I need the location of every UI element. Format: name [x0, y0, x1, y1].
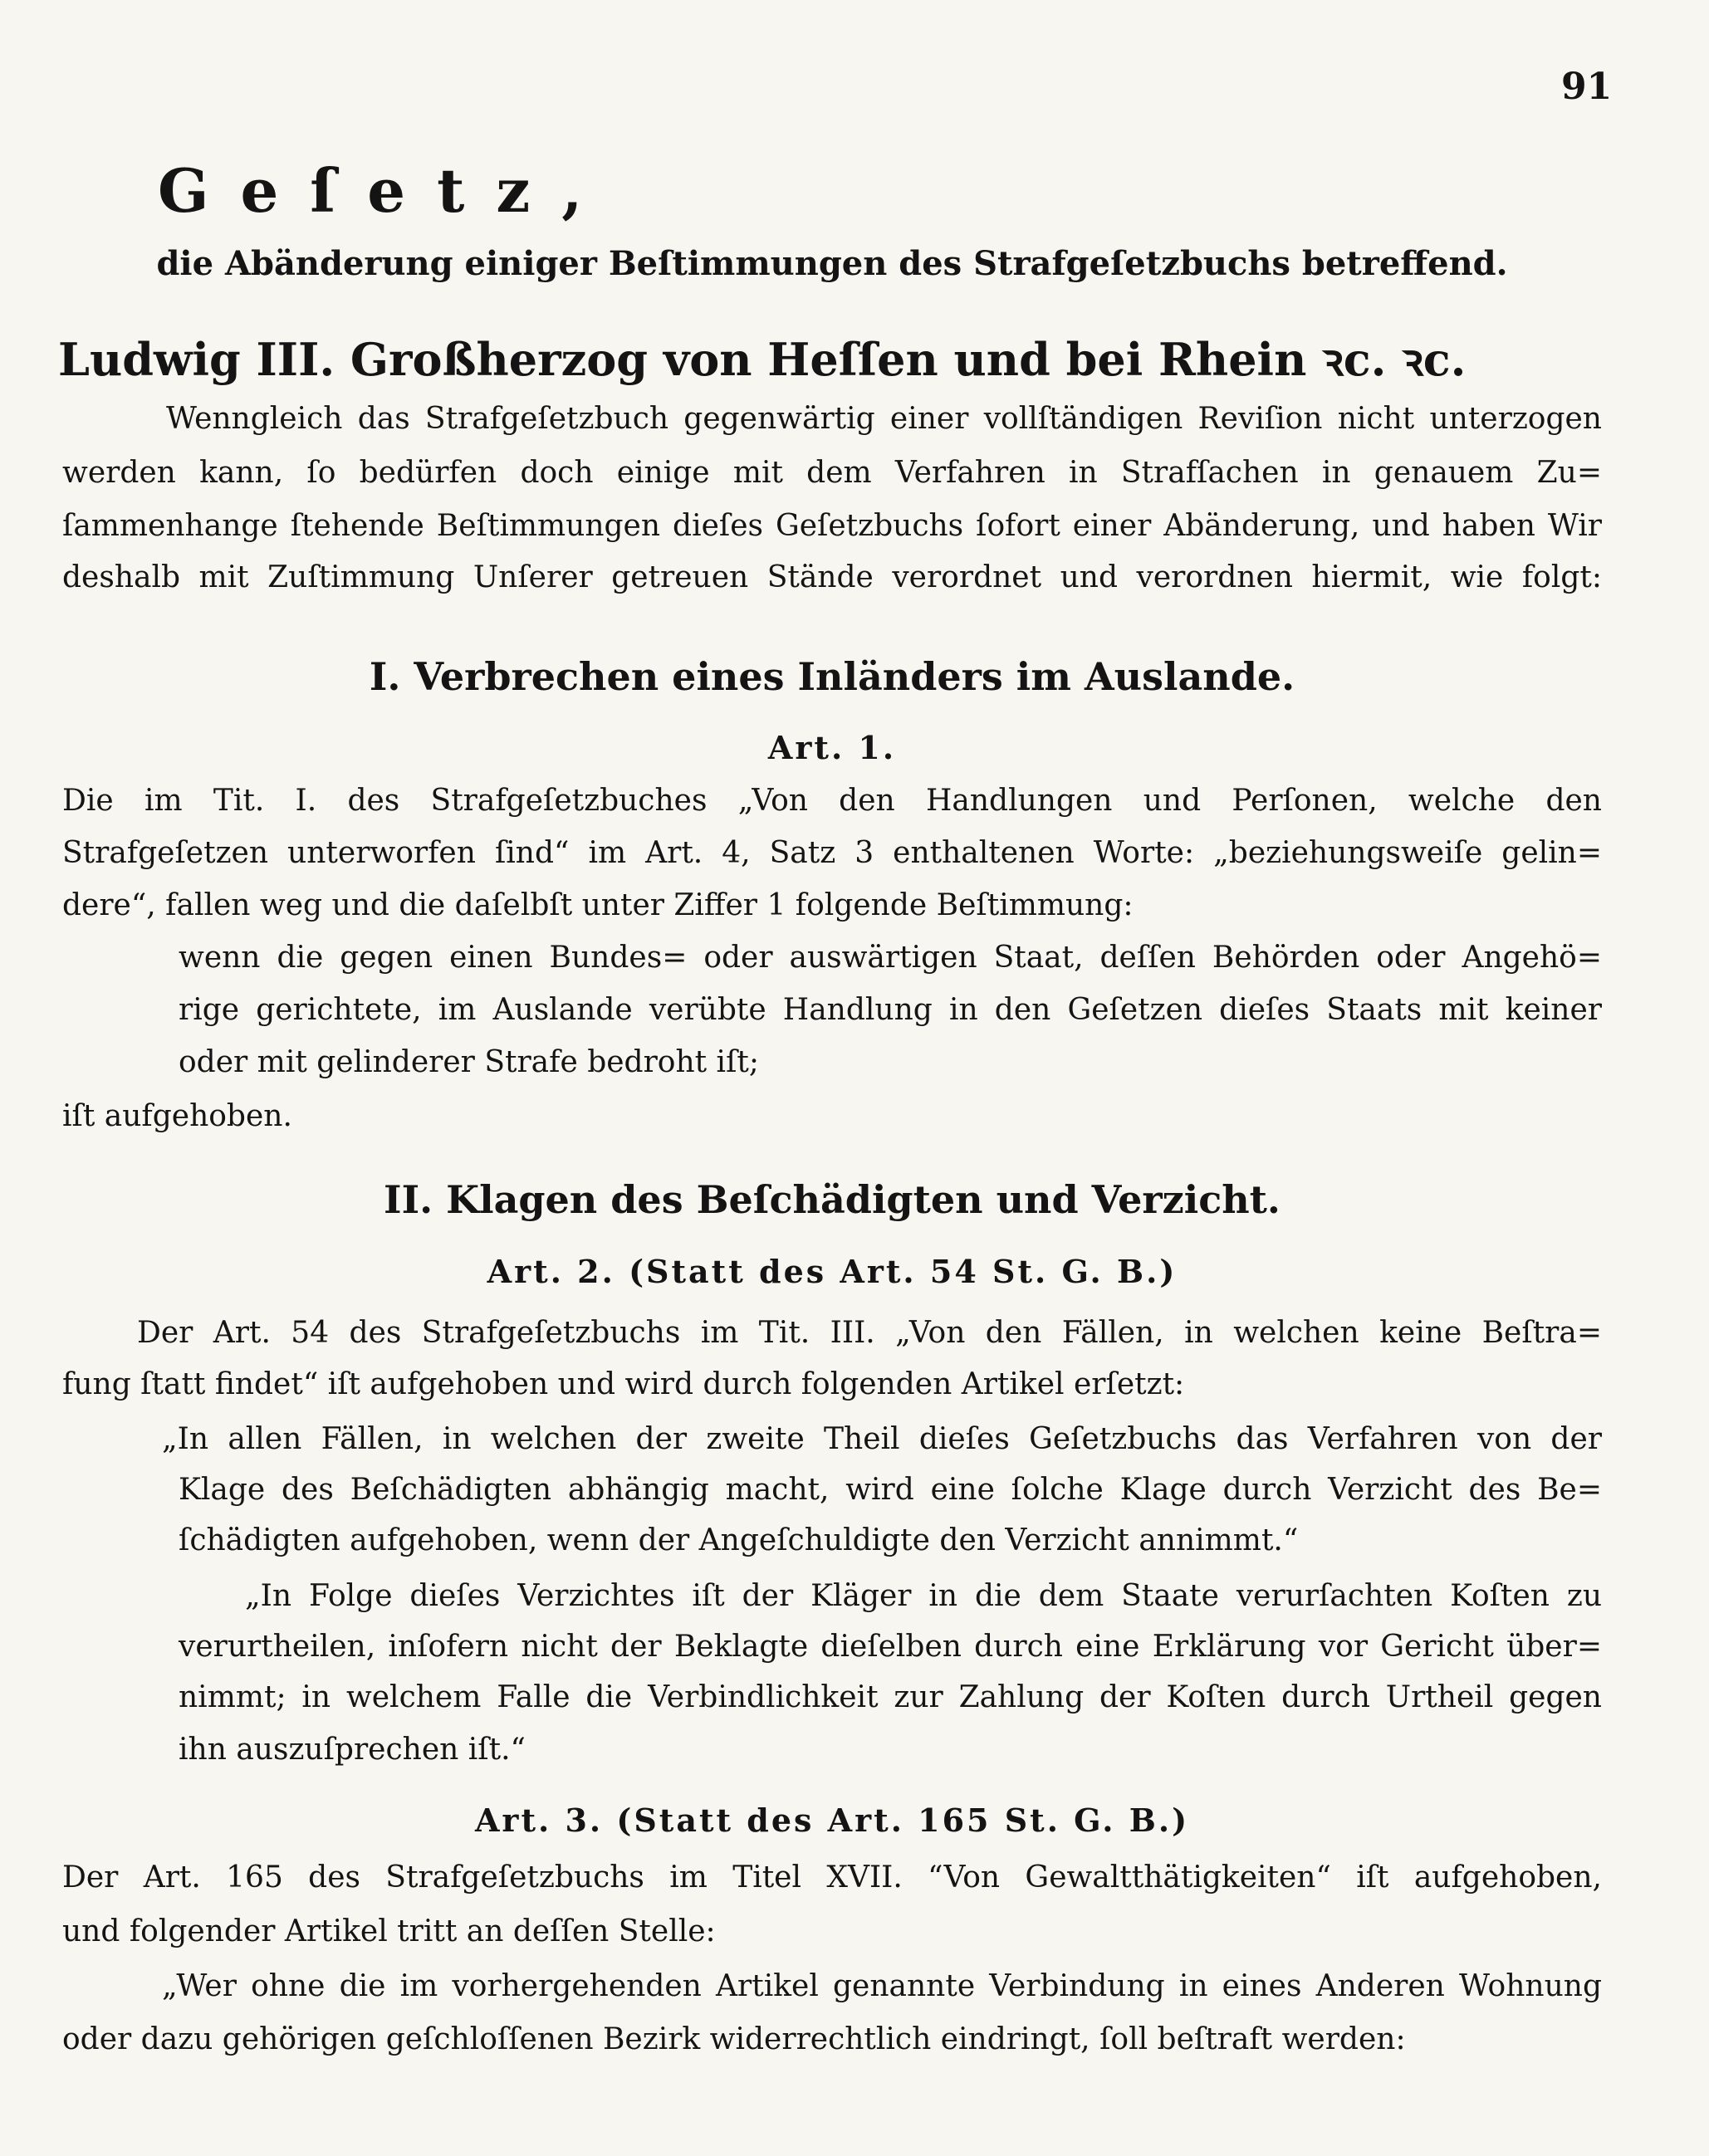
quoted-line: oder mit gelinderer Strafe bedroht iſt; — [179, 1045, 759, 1079]
quoted-line: „Wer ohne die im vorhergehenden Artikel genannte Verbindung in eines Anderen Wohnung — [162, 1969, 1602, 2003]
quoted-line: rige gerichtete, im Auslande verübte Handlung in den Geſetzen dieſes Staats mit keiner — [179, 993, 1602, 1027]
sovereign-line: Ludwig III. Großherzog von Heſſen und bei Rhein ꝛc. ꝛc. — [58, 333, 1467, 386]
preamble-line: Wenngleich das Strafgeſetzbuch gegenwärtig einer vollſtändigen Reviſion nicht unterzogen — [166, 402, 1602, 436]
section-heading: I. Verbrechen eines Inländers im Auslande. — [369, 654, 1295, 699]
quoted-line: verurtheilen, inſofern nicht der Beklagte dieſelben durch eine Erklärung vor Gericht über= — [179, 1630, 1602, 1664]
preamble-line: ſammenhange ſtehende Beſtimmungen dieſes Geſetzbuchs ſofort einer Abänderung, und haben Wir — [62, 509, 1602, 543]
article-heading: Art. 3. (Statt des Art. 165 St. G. B.) — [474, 1802, 1190, 1839]
quoted-line: „In allen Fällen, in welchen der zweite Theil dieſes Geſetzbuchs das Verfahren von der — [162, 1422, 1602, 1456]
law-subtitle: die Abänderung einiger Beſtimmungen des Strafgeſetzbuchs betreffend. — [156, 244, 1508, 283]
body-line: iſt aufgehoben. — [62, 1099, 292, 1133]
page-number: 91 — [1561, 66, 1613, 108]
body-line: Die im Tit. I. des Strafgeſetzbuches „Von den Handlungen und Perſonen, welche den — [62, 784, 1602, 818]
body-line: Strafgeſetzen unterworfen ſind“ im Art. 4, Satz 3 enthaltenen Worte: „beziehungsweiſe gelin= — [62, 836, 1602, 870]
quoted-line: nimmt; in welchem Falle die Verbindlichkeit zur Zahlung der Koſten durch Urtheil gegen — [179, 1680, 1602, 1714]
preamble-line: deshalb mit Zuſtimmung Unſerer getreuen Stände verordnet und verordnen hiermit, wie folgt: — [62, 560, 1602, 594]
quoted-line: wenn die gegen einen Bundes= oder auswärtigen Staat, deſſen Behörden oder Angehö= — [179, 941, 1602, 975]
body-line: und folgender Artikel tritt an deſſen Stelle: — [62, 1914, 716, 1948]
quoted-line: Klage des Beſchädigten abhängig macht, wird eine ſolche Klage durch Verzicht des Be= — [179, 1473, 1602, 1507]
quoted-line: oder dazu gehörigen geſchloſſenen Bezirk widerrechtlich eindringt, ſoll beſtraft werden: — [62, 2022, 1406, 2056]
preamble-line: werden kann, ſo bedürfen doch einige mit dem Verfahren in Strafſachen in genauem Zu= — [62, 456, 1602, 490]
quoted-line: „In Folge dieſes Verzichtes iſt der Kläger in die dem Staate verurſachten Koſten zu — [245, 1579, 1602, 1613]
section-heading: II. Klagen des Beſchädigten und Verzicht. — [384, 1177, 1281, 1222]
quoted-line: ihn auszuſprechen iſt.“ — [179, 1733, 526, 1767]
law-title: Geſetz, — [158, 155, 615, 226]
article-heading: Art. 2. (Statt des Art. 54 St. G. B.) — [487, 1253, 1178, 1290]
article-heading: Art. 1. — [767, 729, 897, 766]
body-line: fung ſtatt findet“ iſt aufgehoben und wird durch folgenden Artikel erſetzt: — [62, 1367, 1185, 1401]
body-line: Der Art. 165 des Strafgeſetzbuchs im Titel XVII. “Von Gewaltthätigkeiten“ iſt aufgehoben, — [62, 1860, 1602, 1894]
body-line: Der Art. 54 des Strafgeſetzbuchs im Tit. III. „Von den Fällen, in welchen keine Beſtra= — [137, 1316, 1602, 1350]
quoted-line: ſchädigten aufgehoben, wenn der Angeſchuldigte den Verzicht annimmt.“ — [179, 1523, 1299, 1557]
body-line: dere“, fallen weg und die daſelbſt unter Ziffer 1 folgende Beſtimmung: — [62, 888, 1134, 922]
